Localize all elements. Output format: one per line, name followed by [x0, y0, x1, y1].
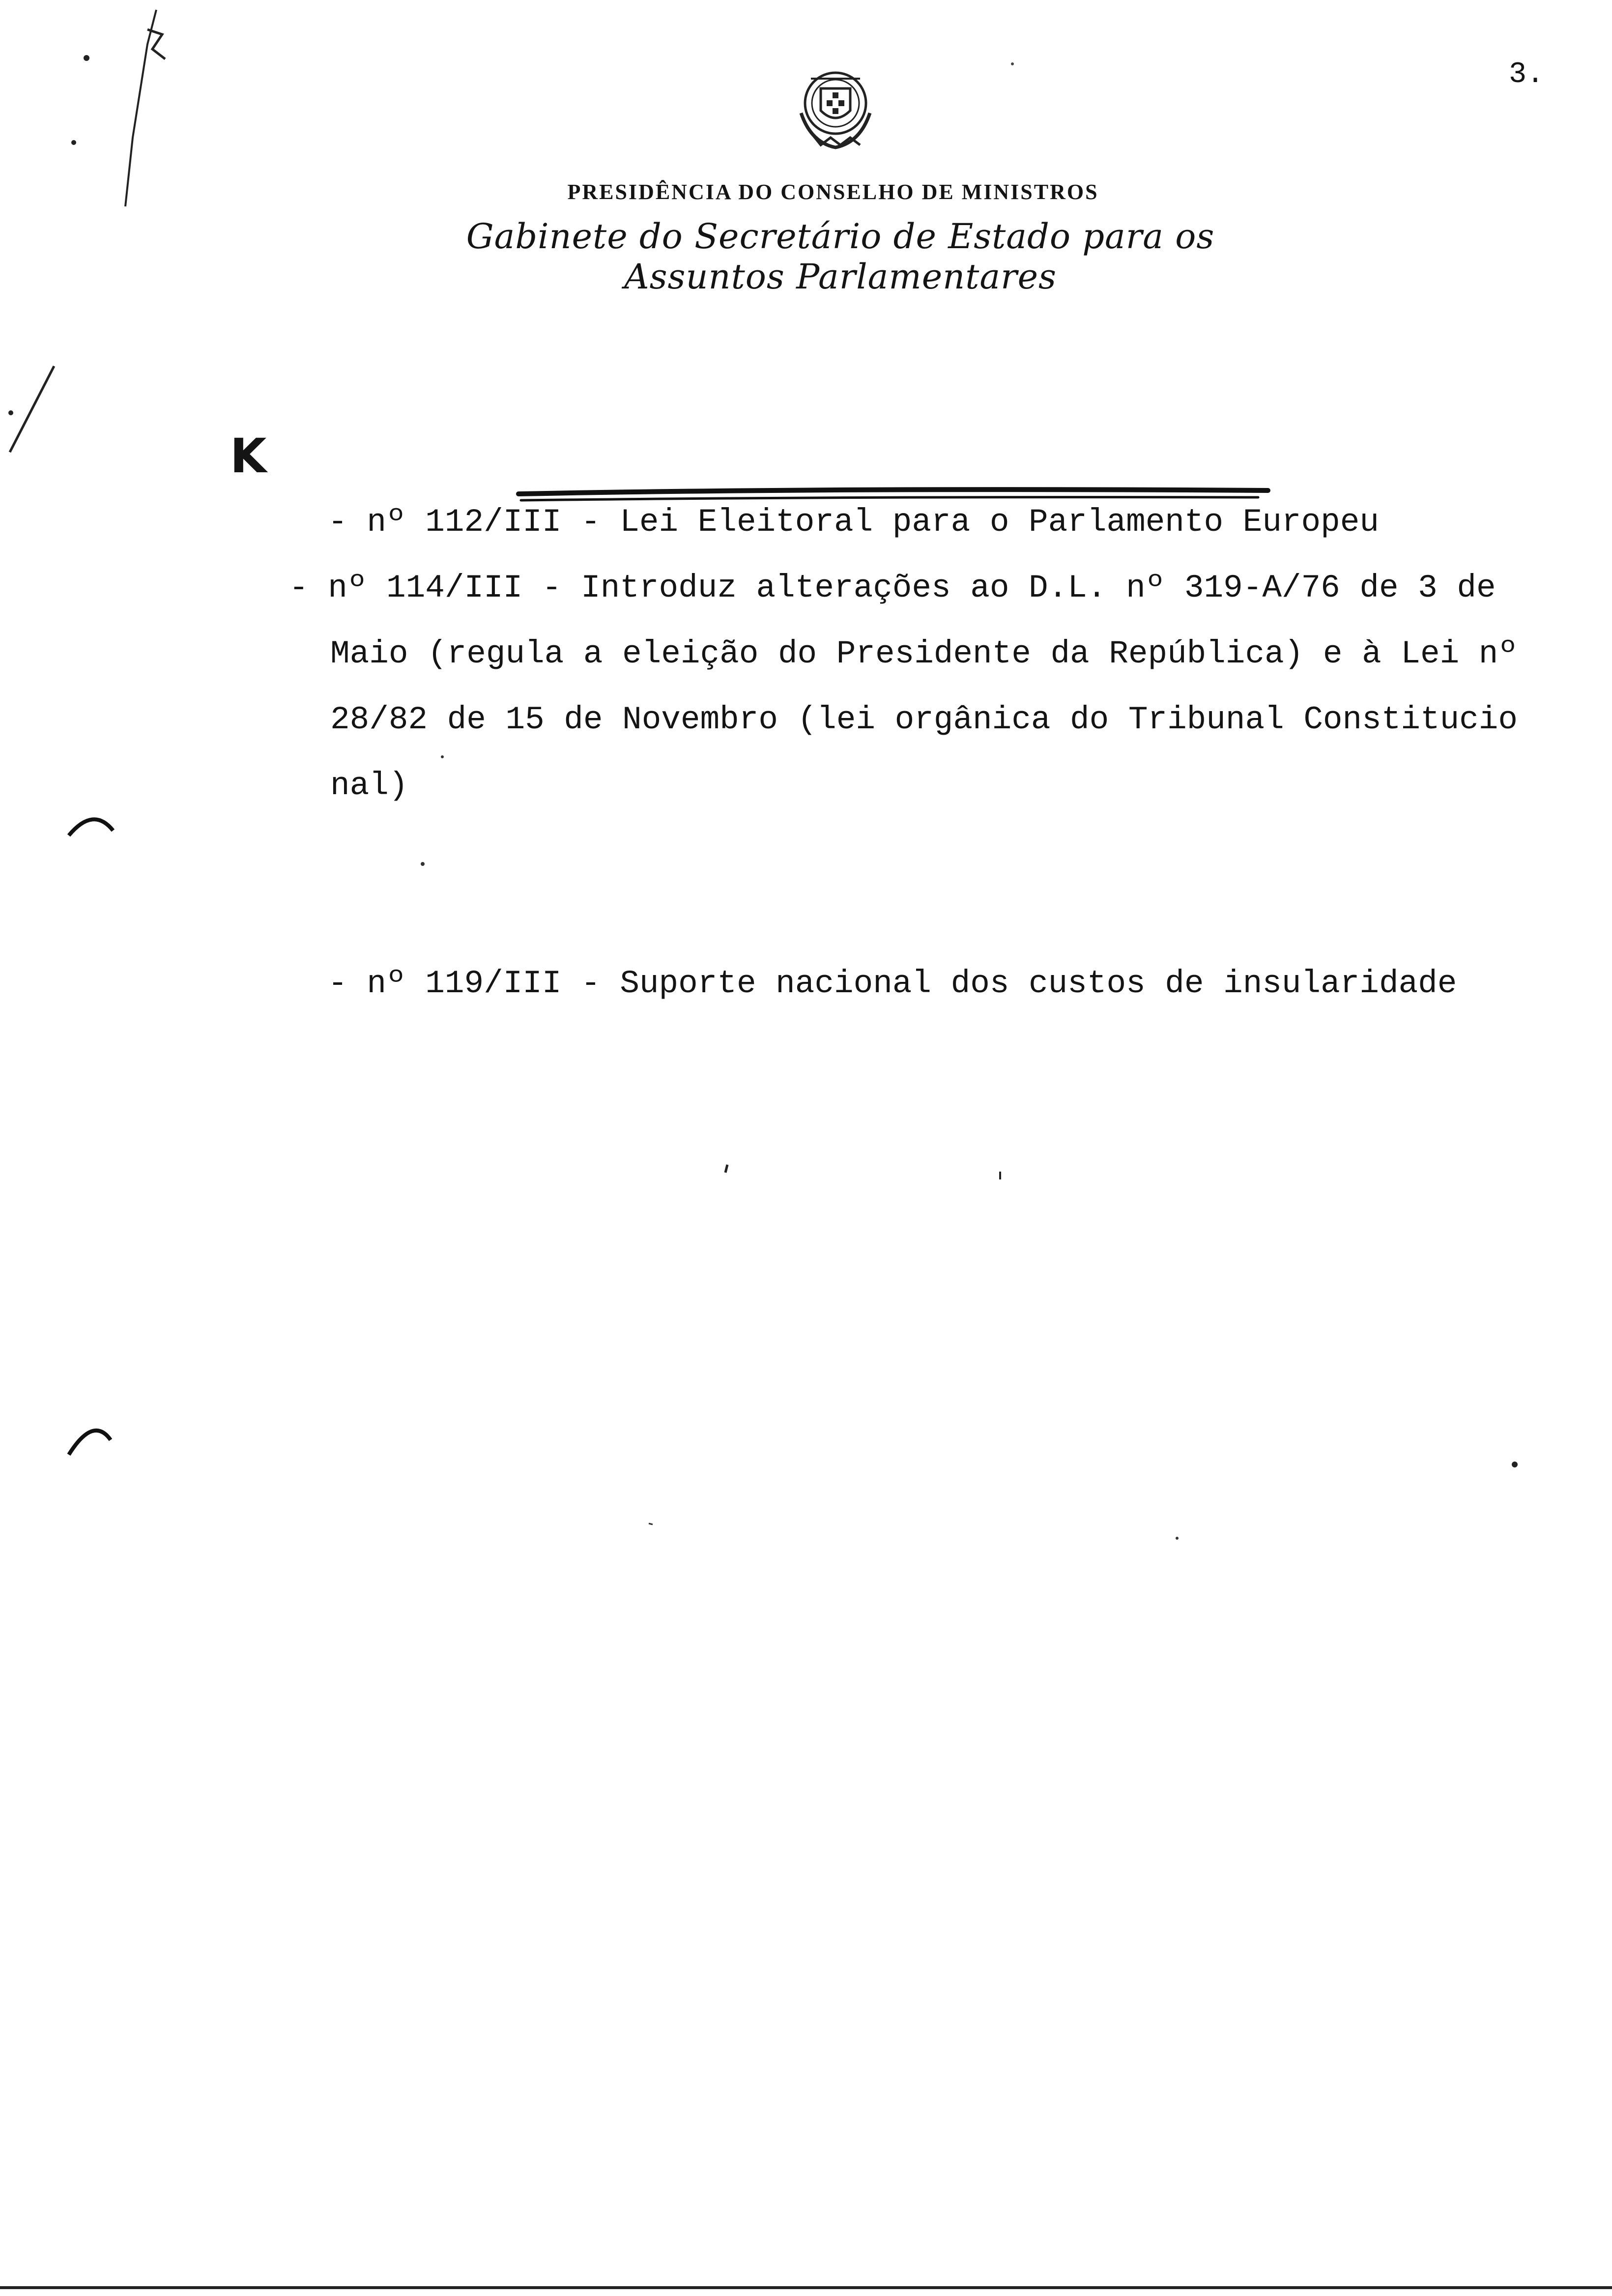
item-line: 28/82 de 15 de Novembro (lei orgânica do Tribunal Constitucio — [330, 701, 1518, 738]
item-line: Maio (regula a eleição do Presidente da República) e à Lei nº — [330, 635, 1518, 672]
item-line: - nº 119/III - Suporte nacional dos custos de insularidade — [328, 965, 1457, 1002]
item-line: - nº 114/III - Introduz alterações ao D.L. nº 319-A/76 de 3 de — [289, 570, 1496, 606]
header-title: PRESIDÊNCIA DO CONSELHO DE MINISTROS — [567, 180, 1099, 204]
list-item — [289, 885, 1457, 1017]
item-line: - nº 112/III - Lei Eleitoral para o Parlamento Europeu — [328, 504, 1379, 541]
page-number: 3. — [1509, 58, 1545, 91]
item-line: nal) — [330, 767, 408, 804]
margin-annotation: K — [230, 429, 267, 484]
header-subtitle: Gabinete do Secretário de Estado para os Assuntos Parlamentares — [466, 216, 1215, 297]
list-item — [289, 555, 1518, 819]
